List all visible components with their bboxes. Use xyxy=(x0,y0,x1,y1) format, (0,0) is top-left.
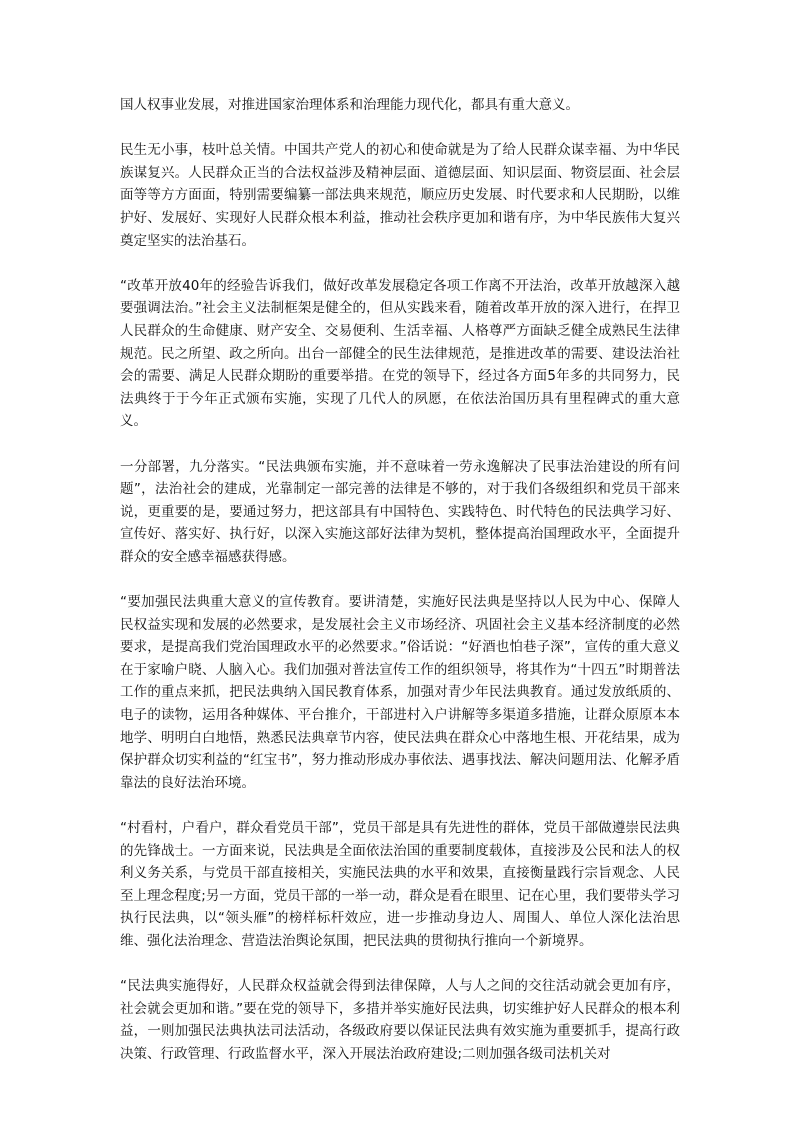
paragraph-3: “改革开放40年的经验告诉我们，做好改革发展稳定各项工作离不开法治，改革开放越深入越要强调法治。”社会主义法制框架是健全的，但从实践来看，随着改革开放的深入进行，在捍卫人民群众的生命健康、财产安全、交易便利、生活幸福、人格尊严方面缺乏健全成熟民生法律规范。民之所望、政之所向。出台一部健全的民生法律规范，是推进改革的需要、建设法治社会的需要、满足人民群众期盼的重要举措。在党的领导下，经过各方面5年多的共同努力，民法典终于于今年正式颁布实施，实现了几代人的夙愿，在依法治国历具有里程碑式的重大意义。 xyxy=(120,277,680,430)
paragraph-6: “村看村，户看户，群众看党员干部”，党员干部是具有先进性的群体，党员干部做遵崇民法典的先锋战士。一方面来说，民法典是全面依法治国的重要制度载体，直接涉及公民和法人的权利义务关系，与党员干部直接相关，实施民法典的水平和效果，直接衡量践行宗旨观念、人民至上理念程度;另一方面，党员干部的一举一动，群众是看在眼里、记在心里，我们要带头学习执行民法典，以“领头雁”的榜样标杆效应，进一步推动身边人、周围人、单位人深化法治思维、强化法治理念、营造法治舆论氛围，把民法典的贯彻执行推向一个新境界。 xyxy=(120,820,680,949)
paragraph-5: “要加强民法典重大意义的宣传教育。要讲清楚，实施好民法典是坚持以人民为中心、保障人民权益实现和发展的必然要求，是发展社会主义市场经济、巩固社会主义基本经济制度的必然要求，是提高我们党治国理政水平的必然要求。”俗话说：“好酒也怕巷子深”，宣传的重大意义在于家喻户晓、人脑入心。我们加强对普法宣传工作的组织领导，将其作为“十四五”时期普法工作的重点来抓，把民法典纳入国民教育体系，加强对青少年民法典教育。通过发放纸质的、电子的读物，运用各种媒体、平台推介，干部进村入户讲解等多渠道多措施，让群众原原本本地学、明明白白地悟，熟悉民法典章节内容，使民法典在群众心中落地生根、开花结果，成为保护群众切实利益的“红宝书”，努力推动形成办事依法、遇事找法、解决问题用法、化解矛盾靠法的良好法治环境。 xyxy=(120,594,680,791)
document-body xyxy=(120,94,680,1088)
paragraph-4: 一分部署，九分落实。“民法典颁布实施，并不意味着一劳永逸解决了民事法治建设的所有问题”，法治社会的建成，光靠制定一部完善的法律是不够的，对于我们各级组织和党员干部来说，更重要的是，要通过努力，把这部具有中国特色、实践特色、时代特色的民法典学习好、宣传好、落实好、执行好，以深入实施这部好法律为契机，整体提高治国理政水平，全面提升群众的安全感幸福感获得感。 xyxy=(120,458,680,565)
paragraph-7: “民法典实施得好，人民群众权益就会得到法律保障，人与人之间的交往活动就会更加有序，社会就会更加和谐。”要在党的领导下，多措并举实施好民法典，切实维护好人民群众的根本利益，一则加强民法典执法司法活动，各级政府要以保证民法典有效实施为重要抓手，提高行政决策、行政管理、行政监督水平，深入开展法治政府建设;二则加强各级司法机关对 xyxy=(120,978,680,1062)
paragraph-1: 国人权事业发展，对推进国家治理体系和治理能力现代化，都具有重大意义。 xyxy=(120,97,579,113)
paragraph-2: 民生无小事，枝叶总关情。中国共产党人的初心和使命就是为了给人民群众谋幸福、为中华民族谋复兴。人民群众正当的合法权益涉及精神层面、道德层面、知识层面、物资层面、社会层面等等方方面面，特别需要编纂一部法典来规范，顺应历史发展、时代要求和人民期盼，以维护好、发展好、实现好人民群众根本利益，推动社会秩序更加和谐有序，为中华民族伟大复兴奠定坚实的法治基石。 xyxy=(120,142,680,249)
